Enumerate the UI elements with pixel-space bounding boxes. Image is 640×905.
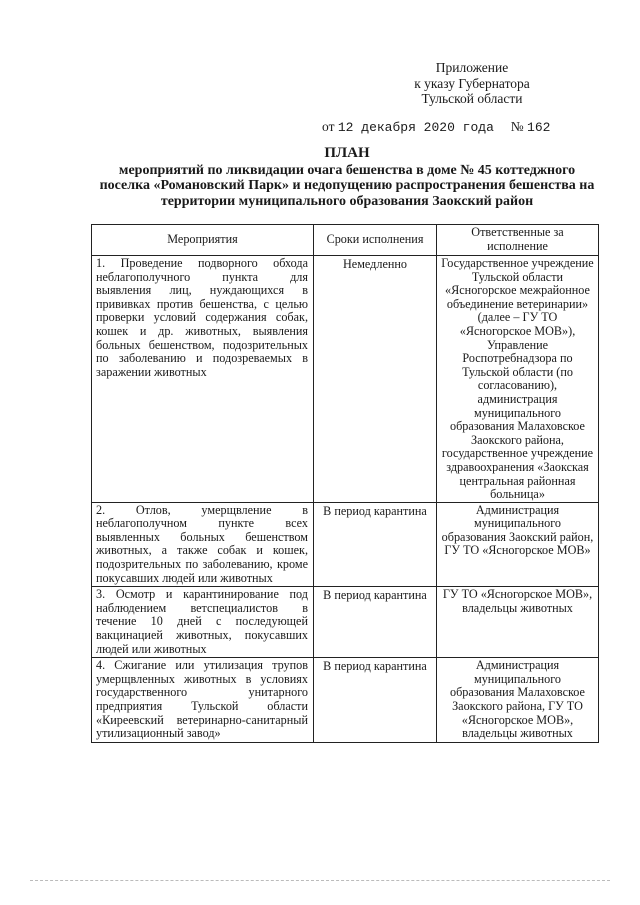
table-row [92, 502, 599, 587]
header-responsible: Ответственные за исполнение [437, 225, 599, 256]
decree-prefix: от [322, 119, 335, 134]
decree-number: 162 [527, 120, 551, 135]
table-header-row [92, 225, 599, 256]
table-row [92, 658, 599, 743]
term-cell: Немедленно [314, 256, 437, 503]
term-cell: В период карантина [314, 658, 437, 743]
footer-divider [30, 880, 610, 882]
table-row [92, 587, 599, 658]
appendix-line-1: Приложение [435, 60, 509, 75]
document-title [92, 146, 602, 209]
header-deadlines: Сроки исполнения [314, 225, 437, 256]
responsible-cell: Государственное учреждение Тульской области «Ясногорское межрайонное объединение ветеринарии» (далее – ГУ ТО «Ясногорское МОВ»), Управление Роспотребнадзора по Тульской области (по согласованию), администрация муниципального образования Малаховское Заокского района, государственное учреждение здравоохранения «Заокская центральная районная больница» [437, 256, 599, 503]
title-subtitle: мероприятий по ликвидации очага бешенства в доме № 45 коттеджного поселка «Романовский Парк» и недопущению распространения бешенства на территории муниципального образования Заокский район [99, 162, 595, 209]
activity-cell: 4. Сжигание или утилизация трупов умерщвленных животных в условиях государственного унитарного предприятия Тульской области «Киреевский ветеринарно-санитарный утилизационный завод» [92, 658, 314, 743]
decree-date: 12 декабря 2020 года [337, 120, 494, 135]
appendix-block [372, 60, 572, 107]
activity-cell: 1. Проведение подворного обхода неблагополучного пункта для выявления лиц, нуждающихся в прививках против бешенства, с целью проверки условий содержания собак, кошек и др. животных, выявления больных бешенством, подозрительных по заболеванию и подозреваемых в заражении животных [92, 256, 314, 503]
table-row [92, 256, 599, 503]
activity-cell: 2. Отлов, умерщвление в неблагополучном пункте всех выявленных больных бешенством животных, а также собак и кошек, подозрительных по заболеванию, кроме покусавших людей или животных [92, 502, 314, 587]
appendix-line-3: Тульской области [421, 91, 523, 106]
term-cell: В период карантина [314, 587, 437, 658]
term-cell: В период карантина [314, 502, 437, 587]
measures-table [91, 224, 599, 743]
decree-date-line [322, 119, 582, 135]
appendix-line-2: к указу Губернатора [414, 75, 530, 91]
decree-number-sign: № [510, 119, 524, 134]
responsible-cell: Администрация муниципального образования Заокский район, ГУ ТО «Ясногорское МОВ» [437, 502, 599, 587]
activity-cell: 3. Осмотр и карантинирование под наблюдением ветспециалистов в течение 10 дней с последующей вакцинацией животных, покусавших людей или животных [92, 587, 314, 658]
responsible-cell: ГУ ТО «Ясногорское МОВ», владельцы животных [437, 587, 599, 658]
header-activities: Мероприятия [92, 225, 314, 256]
responsible-cell: Администрация муниципального образования Малаховское Заокского района, ГУ ТО «Ясногорское МОВ», владельцы животных [437, 658, 599, 743]
title-heading: ПЛАН [324, 145, 370, 161]
